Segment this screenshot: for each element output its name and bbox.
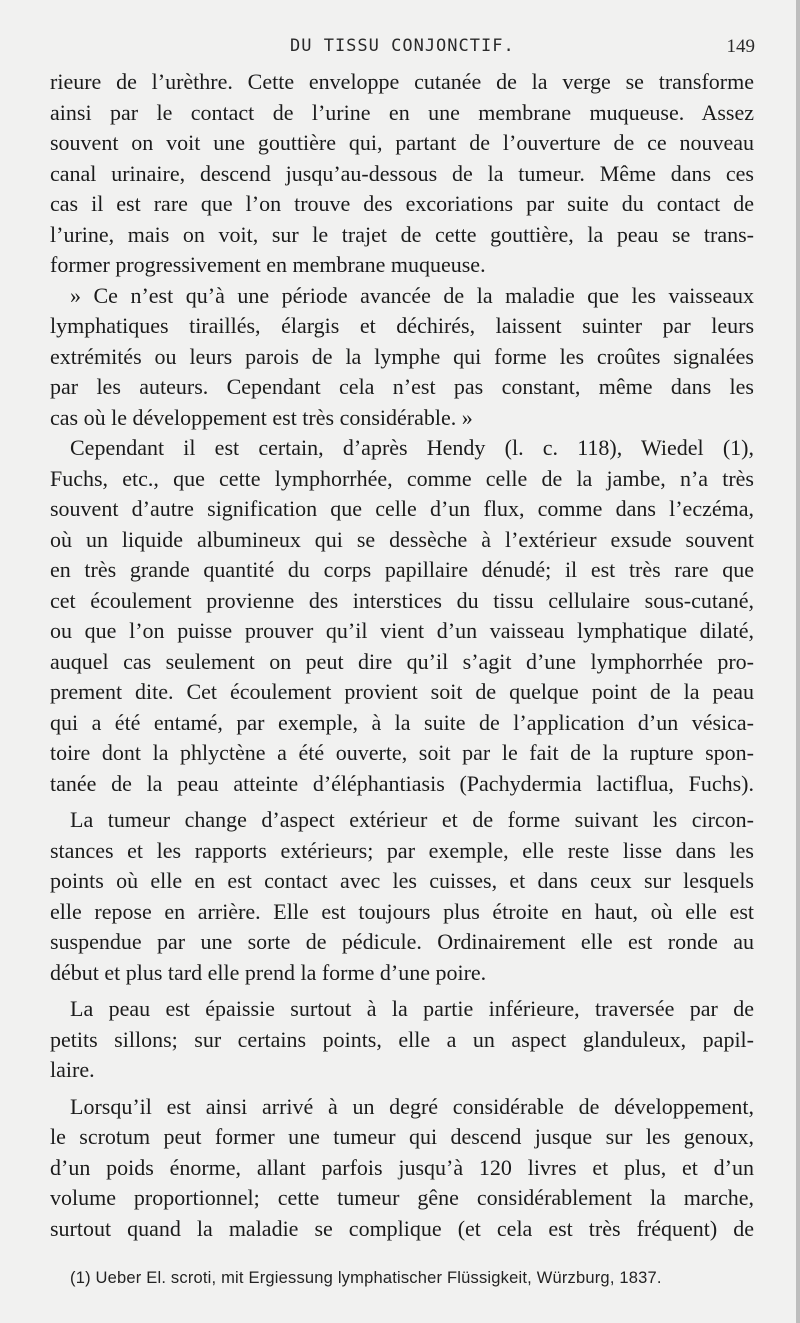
text-line: en très grande quantité du corps papillaire dénudé; il est très rare que [50,557,754,582]
text-line: volume proportionnel; cette tumeur gêne considérablement la marche, [50,1185,754,1210]
running-head: DU TISSU CONJONCTIF. [290,36,515,56]
body-text [50,67,754,1244]
paragraph [50,433,754,799]
text-line: prement dite. Cet écoulement provient soit de quelque point de la peau [50,679,754,704]
text-line: former progressivement en membrane muqueuse. [50,252,486,277]
text-line: La tumeur change d’aspect extérieur et de forme suivant les circon- [70,807,754,832]
text-line: surtout quand la maladie se complique (et cela est très fréquent) de [50,1215,754,1241]
text-line: toire dont la phlyctène a été ouverte, soit par le fait de la rupture spon- [50,740,754,765]
text-line: canal urinaire, descend jusqu’au-dessous de la tumeur. Même dans ces [50,160,754,186]
page-edge [796,0,800,1323]
paragraph [50,1092,754,1245]
text-line: ou que l’on puisse prouver qu’il vient d’un vaisseau lymphatique dilaté, [50,618,754,643]
paragraph [50,67,754,281]
text-line: d’un poids énorme, allant parfois jusqu’à 120 livres et plus, et d’un [50,1154,754,1180]
paragraph [50,281,754,434]
page-header [50,36,755,62]
text-line: cas il est rare que l’on trouve des excoriations par suite du contact de [50,191,754,216]
text-line: ainsi par le contact de l’urine en une membrane muqueuse. Assez [50,99,754,125]
text-line: début et plus tard elle prend la forme d’une poire. [50,959,487,985]
text-line: souvent on voit une gouttière qui, partant de l’ouverture de ce nouveau [50,130,754,155]
text-line: cas où le développement est très considérable. » [50,404,473,430]
text-line: par les auteurs. Cependant cela n’est pas constant, même dans les [50,374,754,399]
text-line: qui a été entamé, par exemple, à la suite de l’application d’un vésica- [50,709,754,735]
text-line: suspendue par une sorte de pédicule. Ordinairement elle est ronde au [50,929,754,954]
paragraph [50,805,754,988]
text-line: où un liquide albumineux qui se dessèche à l’extérieur exsude souvent [50,526,754,552]
text-line: Lorsqu’il est ainsi arrivé à un degré considérable de développement, [70,1093,754,1119]
text-line: rieure de l’urèthre. Cette enveloppe cutanée de la verge se transforme [50,69,754,94]
text-line: petits sillons; sur certains points, elle a un aspect glanduleux, papil- [50,1026,754,1052]
text-line: le scrotum peut former une tumeur qui descend jusque sur les genoux, [50,1124,754,1149]
text-line: stances et les rapports extérieurs; par exemple, elle reste lisse dans les [50,837,754,863]
text-line: cet écoulement provienne des interstices du tissu cellulaire sous-cutané, [50,587,754,613]
text-line: Cependant il est certain, d’après Hendy (l. c. 118), Wiedel (1), [70,435,754,460]
text-line: » Ce n’est qu’à une période avancée de la maladie que les vaisseaux [70,282,754,308]
text-line: elle repose en arrière. Elle est toujours plus étroite en haut, où elle est [50,898,754,924]
text-line: auquel cas seulement on peut dire qu’il s’agit d’une lymphorrhée pro- [50,648,754,674]
page-number: 149 [726,36,755,57]
text-line: l’urine, mais on voit, sur le trajet de cette gouttière, la peau se trans- [50,221,754,247]
text-line: lymphatiques tiraillés, élargis et déchirés, laissent suinter par leurs [50,313,754,338]
text-line: La peau est épaissie surtout à la partie inférieure, traversée par de [70,996,754,1021]
text-line: points où elle en est contact avec les cuisses, et dans ceux sur lesquels [50,868,754,893]
text-line: souvent d’autre signification que celle d’un flux, comme dans l’eczéma, [50,496,754,521]
text-line: Fuchs, etc., que cette lymphorrhée, comme celle de la jambe, n’a très [50,465,754,491]
footnote: (1) Ueber El. scroti, mit Ergiessung lymphatischer Flüssigkeit, Würzburg, 1837. [70,1269,662,1287]
text-line: extrémités ou leurs parois de la lymphe qui forme les croûtes signalées [50,343,754,369]
paragraph [50,994,754,1086]
text-line: tanée de la peau atteinte d’éléphantiasis (Pachydermia lactiflua, Fuchs). [50,770,754,796]
text-line: laire. [50,1057,95,1082]
